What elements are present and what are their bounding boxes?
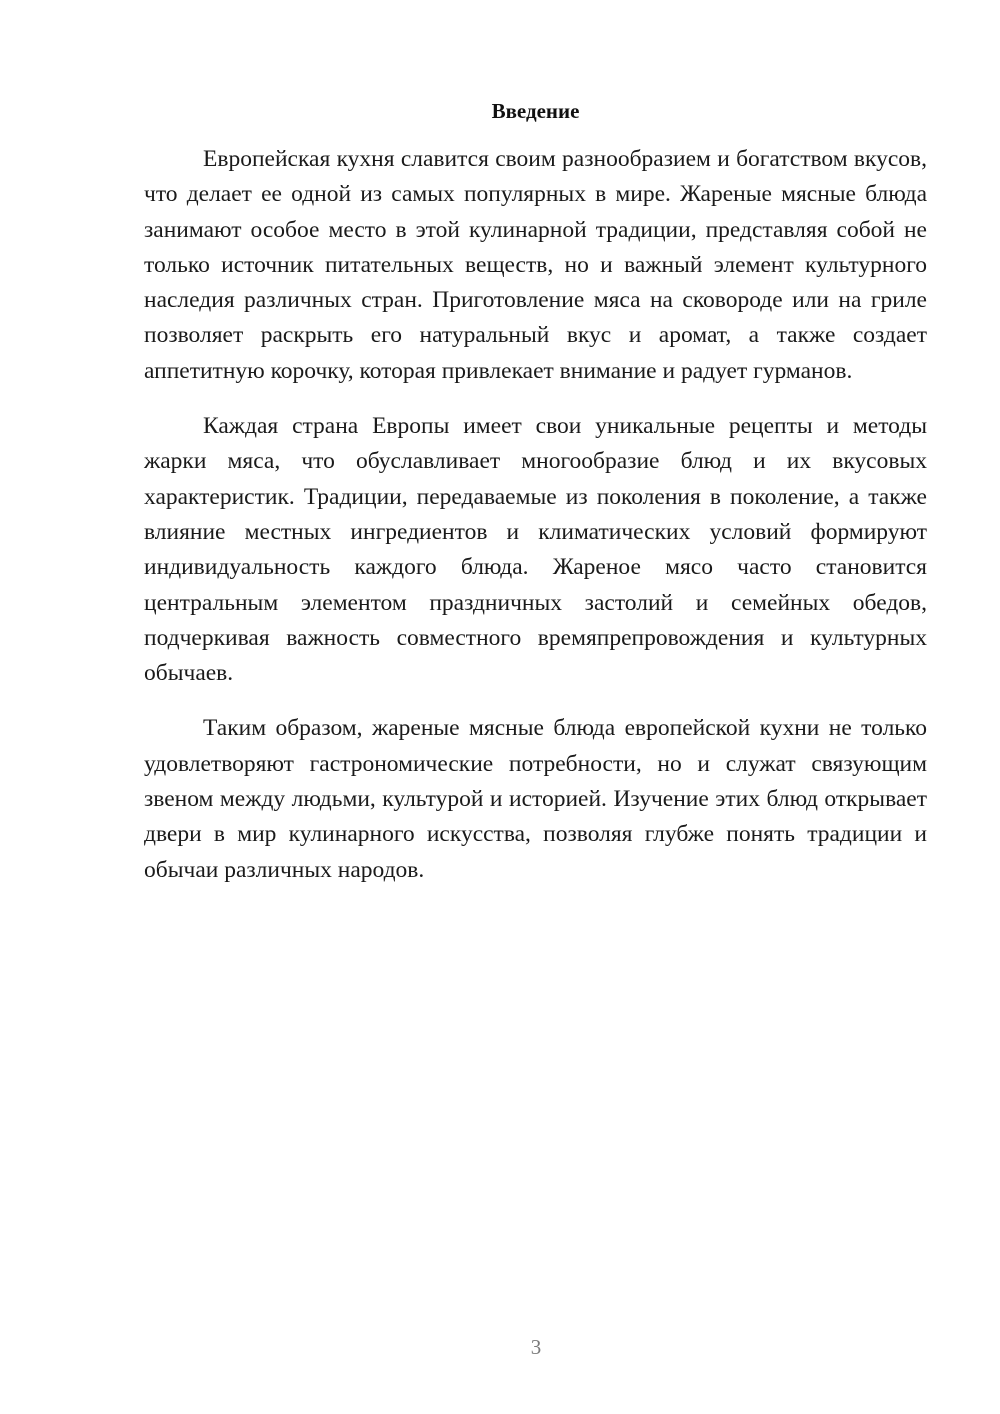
- page-number: 3: [530, 1335, 542, 1359]
- section-heading: Введение: [491, 99, 580, 123]
- body-text: [144, 142, 927, 908]
- paragraph: Европейская кухня славится своим разнообразием и богатством вкусов, что делает ее одной из самых популярных в мире. Жареные мясные блюда занимают особое место в этой кулинарной традиции, представляя собой не только источник питательных веществ, но и важный элемент культурного наследия различных стран. Приготовление мяса на сковороде или на гриле позволяет раскрыть его натуральный вкус и аромат, а также создает аппетитную корочку, которая привлекает внимание и радует гурманов.: [144, 146, 927, 384]
- paragraph: Таким образом, жареные мясные блюда европейской кухни не только удовлетворяют гастрономические потребности, но и служат связующим звеном между людьми, культурой и историей. Изучение этих блюд открывает двери в мир кулинарного искусства, позволяя глубже понять традиции и обычаи различных народов.: [144, 715, 927, 883]
- paragraph: Каждая страна Европы имеет свои уникальные рецепты и методы жарки мяса, что обуславливает многообразие блюд и их вкусовых характеристик. Традиции, передаваемые из поколения в поколение, а также влияние местных ингредиентов и климатических условий формируют индивидуальность каждого блюда. Жареное мясо часто становится центральным элементом праздничных застолий и семейных обедов, подчеркивая важность совместного времяпрепровождения и культурных обычаев.: [144, 413, 927, 687]
